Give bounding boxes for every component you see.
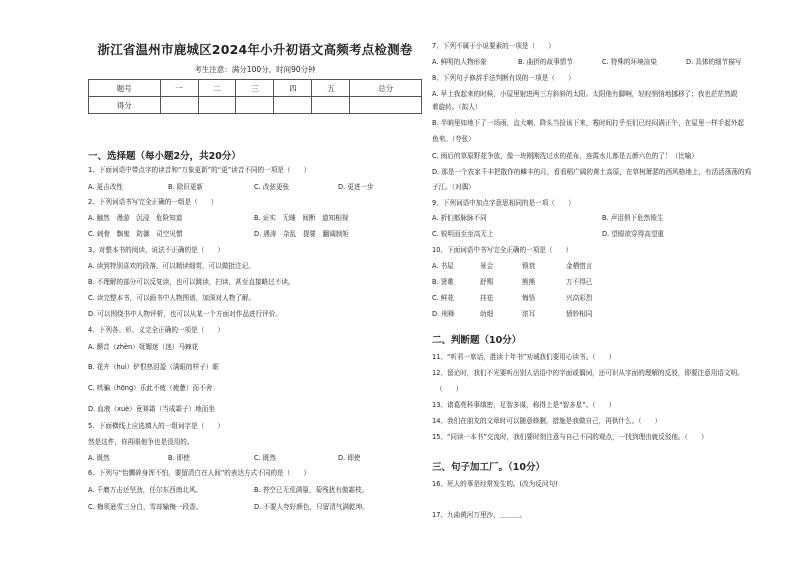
option[interactable]: A. 书屋 bbox=[432, 262, 454, 270]
question-text: 10、下面词语中书写完全正确的一项是（ ） bbox=[432, 246, 573, 254]
option[interactable]: B. 曲折的故事情节 bbox=[518, 58, 573, 66]
question-text: 17、九曲黄河万里沙，＿＿＿。 bbox=[432, 511, 527, 519]
score-table-header-row bbox=[89, 80, 422, 97]
score-cell: 题号 bbox=[89, 80, 161, 97]
word: 愤妙相同 bbox=[566, 310, 593, 318]
option[interactable]: B. 即使 bbox=[168, 454, 190, 462]
option[interactable]: A. 鲜明的人物形象 bbox=[432, 58, 487, 66]
option[interactable]: C. 既然 bbox=[254, 454, 276, 462]
score-table-score-row bbox=[89, 97, 422, 114]
option[interactable]: D. 血液（xuè）竟赛霜（当成霜子）地而坐 bbox=[88, 405, 215, 413]
answer-bracket[interactable]: （ ） bbox=[436, 385, 463, 393]
word: 悔悟 bbox=[522, 294, 536, 302]
option[interactable]: B. 花卉（huì）铲恨热泪盈（满眼的样子）眶 bbox=[88, 363, 219, 371]
score-input-cell[interactable] bbox=[160, 97, 198, 114]
score-table bbox=[88, 79, 422, 114]
page-title: 浙江省温州市鹿城区2024年小升初语文高频考点检测卷 bbox=[97, 42, 413, 57]
option[interactable]: B. 不理解的部分可以反复读，也可以跳读，扫读，甚至直接略过不读。 bbox=[88, 278, 295, 286]
option[interactable]: B. 声泪俱下危然锁生 bbox=[602, 214, 664, 222]
section-heading-judge: 二、判断题（10分） bbox=[432, 335, 522, 346]
option[interactable]: D. 即使 bbox=[338, 454, 361, 462]
question-text: 1、下面词语中带点字的读音和“万象更新”的“更”读音不同的一项是（ ） bbox=[88, 166, 311, 174]
option-continued: 鱼来。（夸张） bbox=[432, 135, 475, 143]
word: 景会 bbox=[480, 262, 494, 270]
option[interactable]: B. 苔空已无荒满篁，菊残犹有傲霜枝。 bbox=[254, 486, 369, 494]
option[interactable]: B. 半晌里如地下了一场雨，直大喇，降头当捡该下来，霉时间打乎至们已经闷满正午，在屋里一样手起外起 bbox=[432, 119, 745, 127]
option[interactable]: C. 锐明而至至高无上 bbox=[432, 230, 494, 238]
score-cell: 四 bbox=[274, 80, 312, 97]
option[interactable]: A. 早上我起来的时候，小屋里射进两三方斜斜的太阳。太阳他有脚啊，轻轻悄悄地挪移了；我也茫茫然跟 bbox=[432, 90, 738, 98]
option[interactable]: C. 雨后的草原野花争放，像一块刚刚洗过水的花布，连霞水儿都是五颜六色的了！（比喻） bbox=[432, 152, 698, 160]
option[interactable]: A. 读到特别喜欢的段落，可以精读细赏，可以做批注记。 bbox=[88, 262, 255, 270]
option[interactable]: C. 刺骨 飘鬼 防御 司空见惯 bbox=[88, 230, 183, 238]
option[interactable]: C. 改弦更张 bbox=[254, 183, 290, 191]
word: 锁衰 bbox=[522, 262, 536, 270]
option[interactable]: D. 望眼欲穿得高望重 bbox=[602, 230, 665, 238]
score-cell: 总分 bbox=[350, 80, 422, 97]
word: 熊熊 bbox=[522, 278, 536, 286]
option[interactable]: B. 贤歌 bbox=[432, 278, 454, 286]
question-text: 4、下列各、形、义完全正确的一项是（ ） bbox=[88, 326, 225, 334]
score-cell: 一 bbox=[160, 80, 198, 97]
question-text: 3、对整本书的阅读，说法不正确的是（ ） bbox=[88, 246, 225, 254]
question-text: 12、留论时，我们不光要听出别人话语中的字面或偶词，还可识从字面的理解的反驳，即要注意用语文明。 bbox=[432, 369, 744, 377]
option[interactable]: B. 证实 无睡 间断 道知相视 bbox=[254, 214, 349, 222]
option[interactable]: C. 哄骗（hōng）乐此不疲（疲惫）而不舍 bbox=[88, 384, 213, 392]
option[interactable]: D. 不要人夸好颜色，只留清气满乾坤。 bbox=[254, 503, 369, 511]
option[interactable]: B. 除旧更新 bbox=[168, 183, 204, 191]
option[interactable]: D. 可以围绕书中人物评析，也可以从某一个方面对作品进行评价。 bbox=[88, 310, 282, 318]
question-text: 13、诸葛亮科事缜密，足智多谋，称得上是“智多星”。（ ） bbox=[432, 401, 616, 409]
question-text: 11、“听君一席话，胜读十年书”劝诫我们要用心读书。（ ） bbox=[432, 353, 616, 361]
option[interactable]: A. 更吉改性 bbox=[88, 183, 123, 191]
score-input-cell[interactable] bbox=[350, 97, 422, 114]
exam-notice: 考生注意：满分100分，时间90分钟 bbox=[194, 65, 316, 74]
option[interactable]: C. 特殊的环境渲染 bbox=[602, 58, 657, 66]
section-heading-sentence: 三、句子加工厂。（10分） bbox=[432, 462, 545, 473]
score-input-cell[interactable] bbox=[312, 97, 350, 114]
word: 金栖惜言 bbox=[566, 262, 593, 270]
option[interactable]: C. 梅须逊雪三分白，雪却输梅一段香。 bbox=[88, 503, 203, 511]
option[interactable]: D. 刑释 bbox=[432, 310, 455, 318]
question-text: 7、下列不属于小说要素的一项是（ ） bbox=[432, 42, 555, 50]
score-input-cell[interactable] bbox=[236, 97, 274, 114]
option[interactable]: D. 具体的细节描写 bbox=[686, 58, 742, 66]
option[interactable]: A. 既然 bbox=[88, 454, 110, 462]
question-text: 14、我们在朋友的文章时可以随意修删，措施是我做自己，再供什么。（ ） bbox=[432, 417, 662, 425]
question-text: 2、下列词语书写完全正确的一组是（ ） bbox=[88, 198, 218, 206]
question-text: 5、下面横线上应选填入的一组词字是（ ） bbox=[88, 422, 225, 430]
option[interactable]: A. 触然 漫游 沉浸 危险知道 bbox=[88, 214, 183, 222]
question-text: 6、下列与“怡髑碎身浑不怕，要留清白在人间”的表达方式不同的是（ ） bbox=[88, 469, 311, 477]
score-cell: 得分 bbox=[89, 97, 161, 114]
word: 挂祛 bbox=[480, 294, 494, 302]
score-cell: 五 bbox=[312, 80, 350, 97]
question-text: 16、死人的事是经常发生的。(改为反问句) bbox=[432, 480, 558, 488]
word: 兴高彩烈 bbox=[566, 294, 593, 302]
option[interactable]: D. 更进一步 bbox=[338, 183, 374, 191]
option[interactable]: A. 千磨万击还坚劲，任尔东西南北风。 bbox=[88, 486, 203, 494]
question-text: 然是这件，你再眼他争也是没用的。 bbox=[88, 438, 194, 446]
option[interactable]: D. 那是一个农家千丰把散作的鳞丰的月，看看稻广阔的黄土高原，在草树萧瑟的西风格地上，有活活荡荡的鸡 bbox=[432, 168, 752, 176]
option[interactable]: C. 鲜花 bbox=[432, 294, 454, 302]
option[interactable]: C. 读完整本书，可以画书中人物图谱，加深对人物了解。 bbox=[88, 294, 256, 302]
word: 幼细 bbox=[480, 310, 494, 318]
score-cell: 二 bbox=[198, 80, 236, 97]
word: 浓耳 bbox=[522, 310, 536, 318]
question-text: 15、“同读一本书”交流时，我们要时刻注意与自己不同的观点，一找到理由就反驳他。（ ） bbox=[432, 433, 708, 441]
option[interactable]: A. 折们都脉脉不同 bbox=[432, 214, 487, 222]
word: 舒赐 bbox=[480, 278, 494, 286]
section-heading-choice: 一、选择题（每小题2分，共20分） bbox=[88, 151, 241, 162]
option-continued: 着旋转。（拟人） bbox=[432, 103, 482, 111]
score-input-cell[interactable] bbox=[274, 97, 312, 114]
option-continued: 子江。（对偶） bbox=[432, 183, 475, 191]
score-cell: 三 bbox=[236, 80, 274, 97]
option[interactable]: A. 颤音（zhèn）妩媚迷（迷）马棘花 bbox=[88, 343, 199, 351]
word: 万不得已 bbox=[566, 278, 593, 286]
score-input-cell[interactable] bbox=[198, 97, 236, 114]
question-text: 8、下列句子修辞手法判断有误的一项是（ ） bbox=[432, 74, 575, 82]
option[interactable]: D. 遇涛 杂乱 提要 翻阔制矩 bbox=[254, 230, 349, 238]
question-text: 9、下列词语中加点字意思相同的是一项（ ） bbox=[432, 199, 575, 207]
